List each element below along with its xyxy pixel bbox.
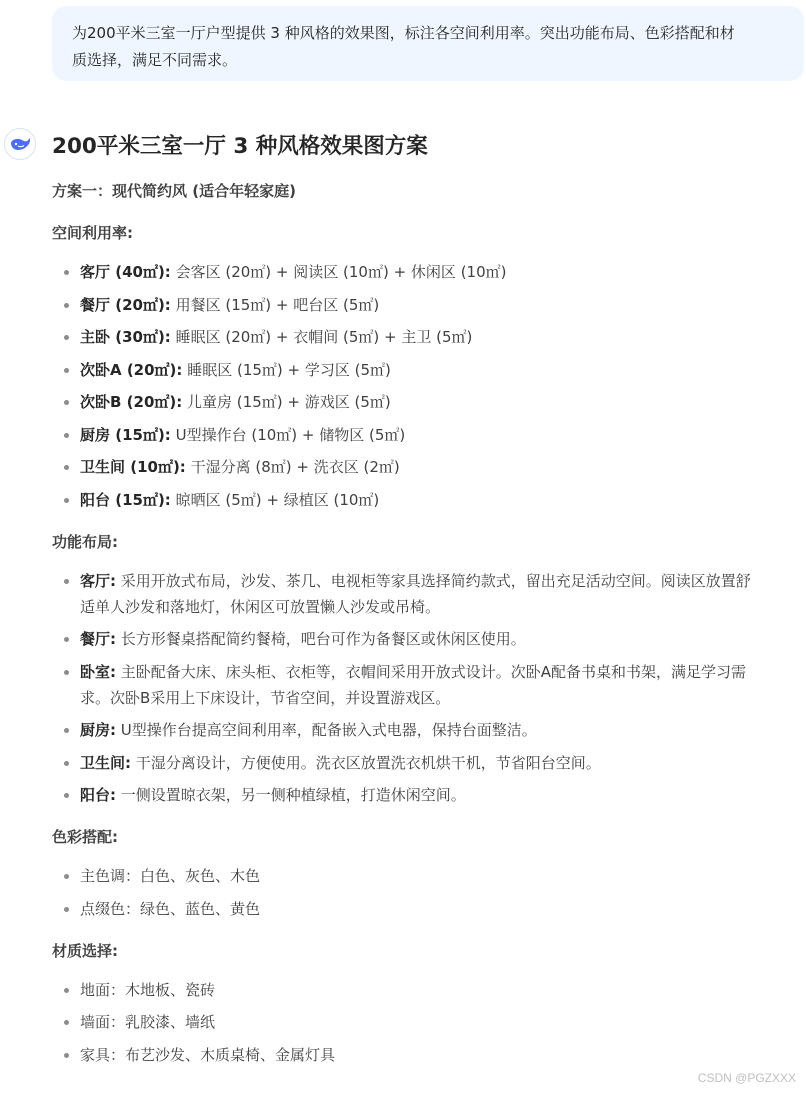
list-item bbox=[52, 357, 800, 383]
assistant-avatar bbox=[4, 128, 36, 160]
item-label: 餐厅 (20㎡): bbox=[80, 295, 171, 314]
assistant-answer bbox=[52, 128, 800, 1068]
item-label: 卫生间 (10㎡): bbox=[80, 458, 186, 476]
item-label: 阳台: bbox=[80, 786, 116, 804]
item-text: 长方形餐桌搭配简约餐椅，吧台可作为备餐区或休闲区使用。 bbox=[120, 630, 526, 648]
user-message-line-1: 为200平米三室一厅户型提供 3 种风格的效果图，标注各空间利用率。突出功能布局、色彩搭配和材 bbox=[72, 24, 735, 42]
item-label: 次卧B (20㎡): bbox=[80, 393, 183, 411]
colors-heading: 色彩搭配: bbox=[52, 828, 118, 846]
whale-logo-icon bbox=[9, 136, 31, 152]
list-item bbox=[52, 389, 800, 415]
item-label: 主卧 (30㎡): bbox=[80, 328, 171, 346]
materials-list bbox=[52, 977, 800, 1068]
item-text-continued: 适单人沙发和落地灯，休闲区可放置懒人沙发或吊椅。 bbox=[80, 597, 441, 616]
list-item bbox=[52, 324, 800, 350]
list-item bbox=[52, 626, 800, 652]
utilization-list bbox=[52, 259, 800, 513]
item-label: 次卧A (20㎡): bbox=[80, 360, 183, 379]
item-text: 晾晒区 (5㎡) + 绿植区 (10㎡) bbox=[175, 490, 380, 509]
item-label: 客厅: bbox=[80, 571, 116, 590]
item-text: 儿童房 (15㎡) + 游戏区 (5㎡) bbox=[187, 393, 391, 411]
item-text: 干湿分离设计，方便使用。洗衣区放置洗衣机烘干机，节省阳台空间。 bbox=[135, 753, 601, 772]
list-item bbox=[52, 487, 800, 513]
item-text: U型操作台 (10㎡) + 储物区 (5㎡) bbox=[175, 425, 406, 444]
item-text: 墙面：乳胶漆、墙纸 bbox=[80, 1013, 216, 1031]
item-text: 采用开放式布局，沙发、茶几、电视柜等家具选择简约款式，留出充足活动空间。阅读区放置舒 bbox=[120, 571, 751, 590]
item-text: 点缀色：绿色、蓝色、黄色 bbox=[80, 899, 261, 918]
item-text: 主色调：白色、灰色、木色 bbox=[80, 867, 261, 885]
list-item bbox=[52, 782, 800, 808]
item-text: 用餐区 (15㎡) + 吧台区 (5㎡) bbox=[175, 295, 380, 314]
item-label: 卧室: bbox=[80, 662, 116, 681]
item-text-continued: 求。次卧B采用上下床设计，节省空间，并设置游戏区。 bbox=[80, 688, 451, 707]
list-item bbox=[52, 454, 800, 480]
list-item bbox=[52, 896, 800, 922]
answer-title: 200平米三室一厅 3 种风格效果图方案 bbox=[52, 134, 428, 159]
list-item bbox=[52, 292, 800, 318]
materials-heading: 材质选择: bbox=[52, 941, 118, 960]
list-item bbox=[52, 863, 800, 889]
item-text: 睡眠区 (15㎡) + 学习区 (5㎡) bbox=[187, 360, 391, 379]
item-text: 睡眠区 (20㎡) + 衣帽间 (5㎡) + 主卫 (5㎡) bbox=[175, 328, 473, 346]
item-text: 家具：布艺沙发、木质桌椅、金属灯具 bbox=[80, 1045, 336, 1064]
list-item bbox=[52, 659, 800, 711]
list-item bbox=[52, 259, 800, 285]
item-label: 卫生间: bbox=[80, 753, 131, 772]
item-text: U型操作台提高空间利用率，配备嵌入式电器，保持台面整洁。 bbox=[120, 721, 537, 739]
user-message-bubble bbox=[52, 6, 804, 81]
item-text: 干湿分离 (8㎡) + 洗衣区 (2㎡) bbox=[190, 458, 400, 476]
item-text: 主卧配备大床、床头柜、衣柜等，衣帽间采用开放式设计。次卧A配备书桌和书架，满足学习需 bbox=[120, 662, 747, 681]
user-message-line-2: 质选择，满足不同需求。 bbox=[72, 51, 238, 69]
list-item bbox=[52, 717, 800, 743]
list-item bbox=[52, 1009, 800, 1035]
list-item bbox=[52, 422, 800, 448]
layout-heading: 功能布局: bbox=[52, 532, 118, 551]
utilization-heading: 空间利用率: bbox=[52, 224, 133, 242]
scheme-title: 方案一：现代简约风 (适合年轻家庭) bbox=[52, 182, 296, 200]
item-label: 餐厅: bbox=[80, 630, 116, 648]
list-item bbox=[52, 977, 800, 1003]
item-label: 客厅 (40㎡): bbox=[80, 263, 171, 281]
watermark: CSDN @PGZXXX bbox=[697, 1071, 796, 1085]
colors-list bbox=[52, 863, 800, 922]
item-label: 阳台 (15㎡): bbox=[80, 490, 171, 509]
item-label: 厨房 (15㎡): bbox=[80, 425, 171, 444]
item-label: 厨房: bbox=[80, 721, 116, 739]
list-item bbox=[52, 1042, 800, 1068]
list-item bbox=[52, 750, 800, 776]
list-item bbox=[52, 568, 800, 620]
item-text: 会客区 (20㎡) + 阅读区 (10㎡) + 休闲区 (10㎡) bbox=[175, 263, 507, 281]
item-text: 地面：木地板、瓷砖 bbox=[80, 980, 216, 999]
item-text: 一侧设置晾衣架，另一侧种植绿植，打造休闲空间。 bbox=[120, 786, 466, 804]
layout-list bbox=[52, 568, 800, 809]
